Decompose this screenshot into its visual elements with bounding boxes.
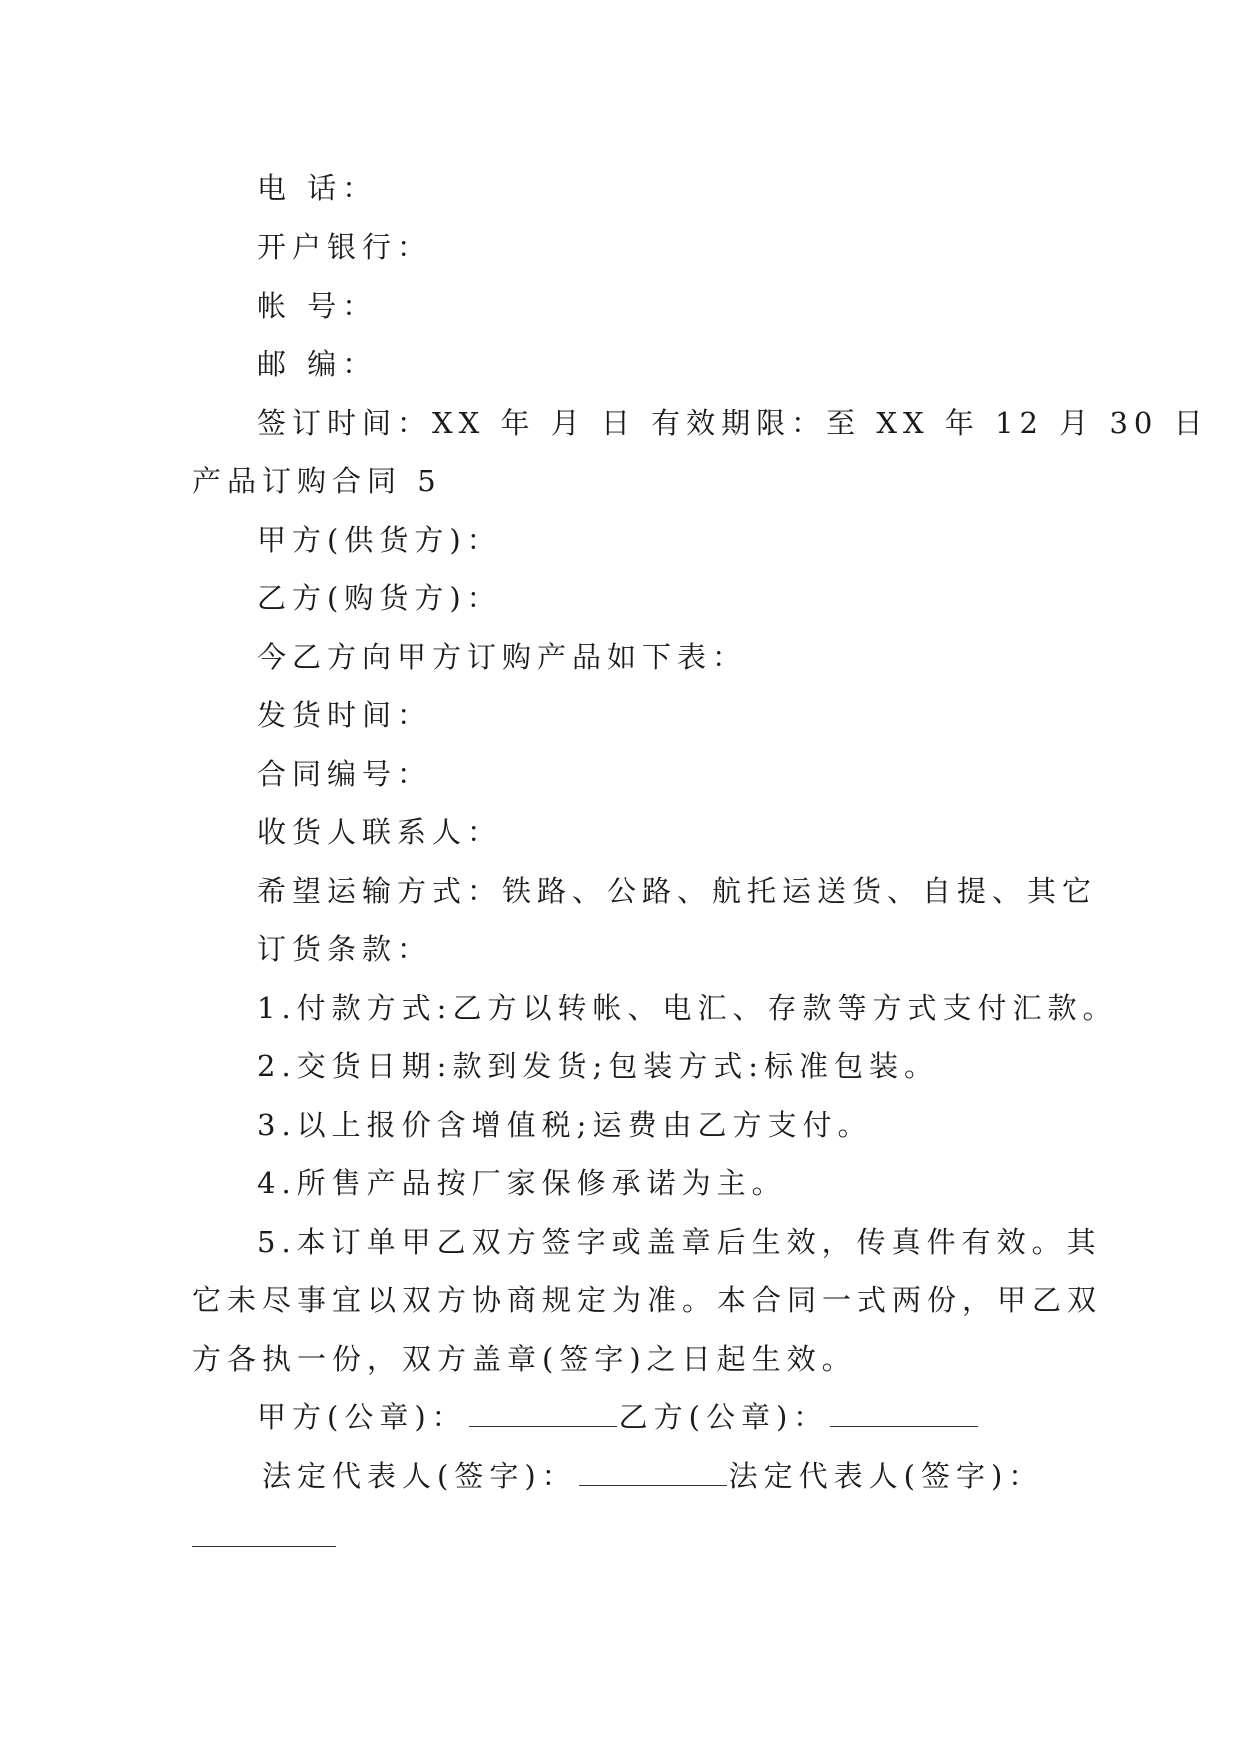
term-5-line-2: 它未尽事宜以双方协商规定为准。本合同一式两份，甲乙双 xyxy=(192,1283,1103,1317)
party-b-line: 乙方(购货方)： xyxy=(257,581,502,615)
contract-no-line: 合同编号： xyxy=(257,757,433,791)
party-a-seal-label: 甲方(公章)： xyxy=(257,1400,467,1434)
term-5-line-1: 5.本订单甲乙双方签字或盖章后生效，传真件有效。其 xyxy=(257,1225,1102,1259)
rep-a-label: 法定代表人(签字)： xyxy=(262,1459,577,1493)
seal-line xyxy=(257,1399,980,1435)
rep-b-label: 法定代表人(签字)： xyxy=(728,1459,1044,1493)
rep-a-blank xyxy=(579,1459,727,1486)
terms-heading: 订货条款： xyxy=(257,932,433,966)
term-5-line-3: 方各执一份，双方盖章(签字)之日起生效。 xyxy=(192,1342,857,1376)
term-2: 2.交货日期:款到发货;包装方式:标准包装。 xyxy=(257,1049,939,1083)
term-3: 3.以上报价含增值税;运费由乙方支付。 xyxy=(257,1108,873,1142)
transport-line: 希望运输方式：铁路、公路、航托运送货、自提、其它 xyxy=(257,874,1098,908)
ship-time-line: 发货时间： xyxy=(257,698,433,732)
party-b-seal-blank xyxy=(830,1400,978,1427)
bank-line: 开户银行： xyxy=(257,230,433,264)
party-a-line: 甲方(供货方)： xyxy=(257,523,502,557)
contract-title: 产品订购合同 5 xyxy=(192,464,442,498)
representative-line xyxy=(262,1458,1043,1494)
term-1: 1.付款方式:乙方以转帐、电汇、存款等方式支付汇款。 xyxy=(257,991,1118,1025)
term-4: 4.所售产品按厂家保修承诺为主。 xyxy=(257,1166,787,1200)
postcode-line: 邮 编： xyxy=(257,347,378,381)
account-line: 帐 号： xyxy=(257,289,378,323)
consignee-line: 收货人联系人： xyxy=(257,815,503,849)
sign-date-line: 签订时间：XX 年 月 日 有效期限：至 XX 年 12 月 30 日 xyxy=(257,406,1209,440)
rep-b-blank xyxy=(192,1546,336,1547)
party-a-seal-blank xyxy=(469,1400,617,1427)
party-b-seal-label: 乙方(公章)： xyxy=(618,1400,829,1434)
phone-line: 电 话： xyxy=(257,171,378,205)
order-intro-line: 今乙方向甲方订购产品如下表： xyxy=(257,640,748,674)
